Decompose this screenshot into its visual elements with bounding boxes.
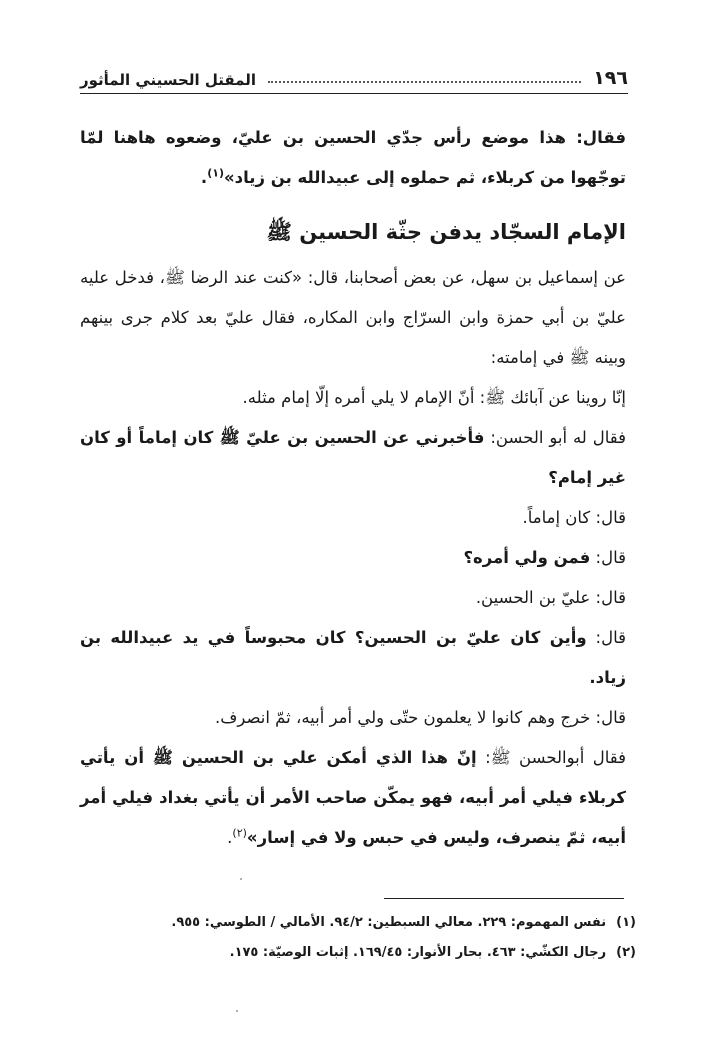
paragraph-text: فمن ولي أمره؟ xyxy=(463,548,591,567)
paragraph-question xyxy=(80,618,626,698)
print-speck xyxy=(240,878,242,880)
paragraph-answer: قال: خرج وهم كانوا لا يعلمون حتّى ولي أمر أبيه، ثمّ انصرف. xyxy=(215,708,626,727)
page-number: ١٩٦ xyxy=(593,67,628,89)
footnote-ref-1: (١) xyxy=(207,166,224,180)
footnote-1 xyxy=(80,908,636,938)
footnote-number: (١) xyxy=(616,915,636,930)
paragraph-label: فقال له أبو الحسن: xyxy=(490,428,626,447)
running-head xyxy=(80,62,628,94)
running-title: المقتل الحسيني المأثور xyxy=(80,71,256,89)
paragraph-label: قال: xyxy=(595,548,626,567)
paragraph-quote: إنّا روينا عن آبائك ﷺ: أنّ الإمام لا يلي أمره إلّا إمام مثله. xyxy=(242,388,626,407)
paragraph-answer: قال: كان إماماً. xyxy=(522,508,626,527)
footnote-ref-2: (٢) xyxy=(232,826,247,840)
paragraph-final xyxy=(80,738,626,858)
section-heading: الإمام السجّاد يدفن جثّة الحسين ﷺ xyxy=(266,220,626,244)
footnotes xyxy=(80,908,636,968)
paragraph-text: إنّ هذا الذي أمكن علي بن الحسين ﷺ أن يأتي كربلاء فيلي أمر أبيه، فهو يمكّن صاحب الأمر أن يأتي بغداد فيلي أمر أبيه، ثمّ ينصرف، وليس في حبس ولا في إسار» xyxy=(80,748,626,847)
paragraph-end: . xyxy=(200,168,208,187)
paragraph-narration: عن إسماعيل بن سهل، عن بعض أصحابنا، قال: «كنت عند الرضا ﷺ، فدخل عليه عليّ بن أبي حمزة وابن السرّاج وابن المكاره، فقال عليّ بعد كلام جرى بينهم وبينه ﷺ في إمامته: xyxy=(80,268,626,367)
paragraph-label: فقال: xyxy=(576,128,626,147)
paragraph-text: وأين كان عليّ بن الحسين؟ كان محبوساً في يد عبيدالله بن زياد. xyxy=(80,628,626,687)
header-dot-leader xyxy=(268,81,581,83)
paragraph-1 xyxy=(80,118,626,198)
paragraph-label: فقال أبوالحسن ﷺ: xyxy=(485,748,626,767)
footnote-number: (٢) xyxy=(616,945,636,960)
paragraph-text: هذا موضع رأس جدّي الحسين بن عليّ، وضعوه هاهنا لمّا توجّهوا من كربلاء، ثم حملوه إلى عبيدالله بن زياد» xyxy=(80,128,626,187)
paragraph-answer: قال: عليّ بن الحسين. xyxy=(475,588,626,607)
paragraph-end: . xyxy=(227,828,233,847)
paragraph-text: فأخبرني عن الحسين بن عليّ ﷺ كان إماماً أو كان غير إمام؟ xyxy=(80,428,626,487)
print-speck xyxy=(236,1010,238,1012)
footnote-text: نفس المهموم: ٢٢٩. معالي السبطين: ٩٤/٢. الأمالي / الطوسي: ٩٥٥. xyxy=(171,915,607,930)
footnote-text: رجال الكشّي: ٤٦٣. بحار الأنوار: ١٦٩/٤٥. إثبات الوصيّة: ١٧٥. xyxy=(229,945,607,960)
footnote-separator xyxy=(384,898,624,899)
paragraph-label: قال: xyxy=(595,628,627,647)
paragraph-question xyxy=(80,418,626,498)
paragraph-question xyxy=(80,538,626,578)
body-text xyxy=(80,118,626,858)
footnote-2 xyxy=(80,938,636,968)
